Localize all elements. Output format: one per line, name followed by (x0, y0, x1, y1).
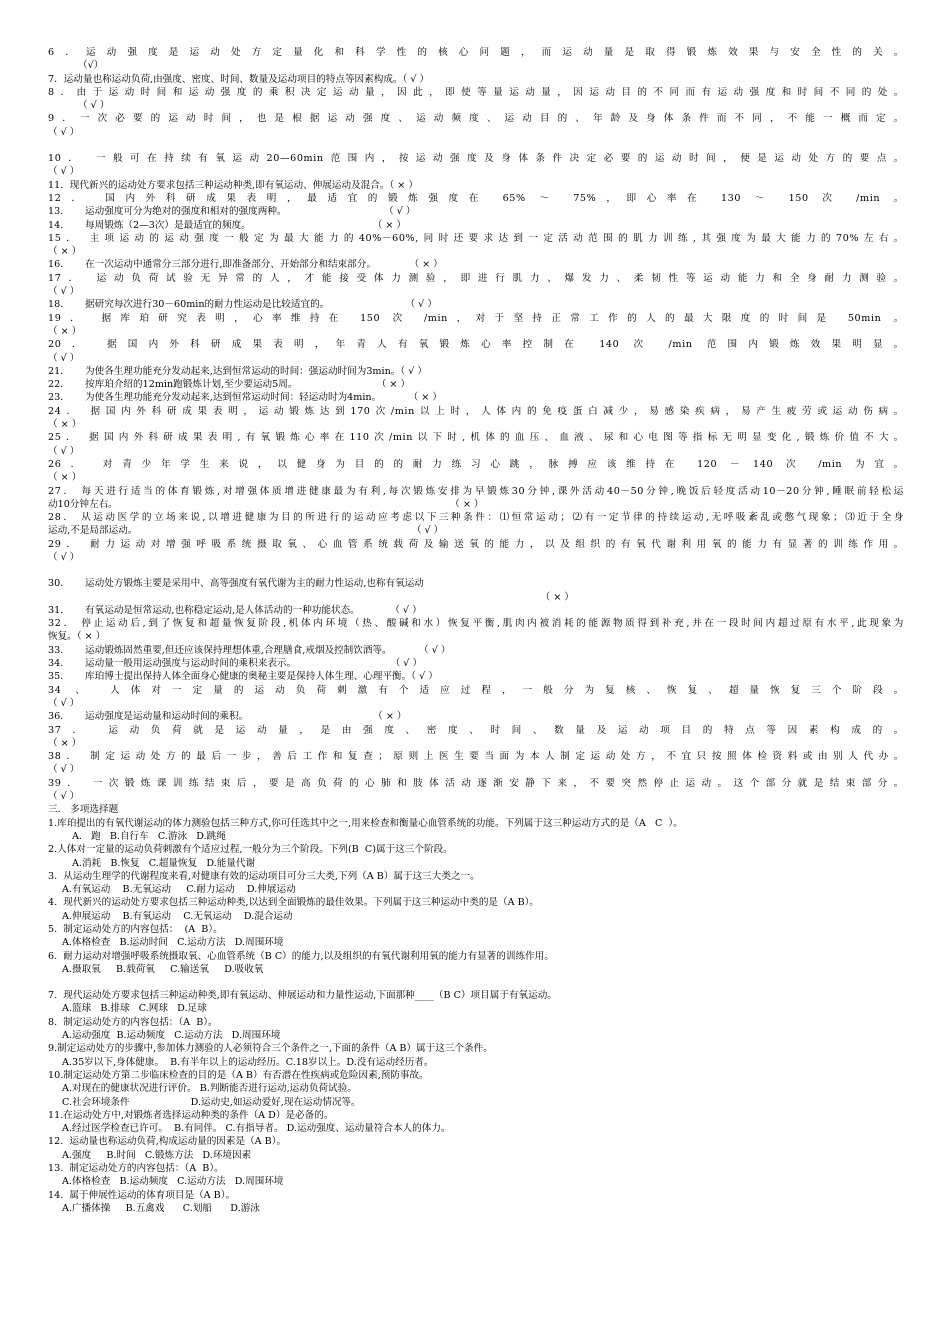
answer-mark: （ √ ） (78, 100, 110, 112)
question-item (48, 644, 904, 657)
question-text: 26． 对青少年学生来说，以健身为目的的耐力练习心跳，脉搏应该维持在 120 － 140 次 /min 为宜。 (48, 458, 904, 470)
answer-mark: （ × ） (48, 737, 82, 749)
mc-options: A.伸展运动 B.有氧运动 C.无氧运动 D.混合运动 (62, 910, 293, 922)
mc-question: 2.人体对一定量的运动负荷刺激有个适应过程,一般分为三个阶段。下列(B C)属于这三个阶段。 (48, 844, 453, 856)
question-text: 17． 运动负荷试验无异常的人，才能接受体力测验，即进行肌力、爆发力、柔韧性等运动能力和全身耐力测验。 (48, 272, 904, 284)
question-item (48, 86, 904, 113)
answer-mark: （ × ） (48, 246, 82, 258)
answer-mark: （ √ ） (48, 352, 80, 364)
question-text: 32． 停止运动后,到了恢复和超量恢复阶段,机体内环境（热、酸碱和水）恢复平衡,肌肉内被消耗的能源物质得到补充,并在一段时间内超过原有水平,此现象为 (48, 618, 904, 630)
question-text: 7．运动量也称运动负荷,由强度、密度、时间、数量及运动项目的特点等因素构成。（ √ ） (48, 73, 430, 85)
question-item (48, 405, 904, 432)
mc-options: A.运动强度 B.运动频度 C.运动方法 D.周围环境 (62, 1030, 281, 1042)
question-text: 14． 每周锻炼（2—3次）是最适宜的频度。 （ × ） (48, 219, 407, 231)
answer-mark: （ √ ） (48, 697, 80, 709)
question-text: 25． 据国内外科研成果表明,有氧锻炼心率在110次/min以下时,机体的血压、血液、尿和心电图等指标无明显变化,锻炼价值不大。 (48, 432, 904, 444)
question-text: 16． 在一次运动中通常分三部分进行,即准备部分、开始部分和结束部分。 （ × ） (48, 259, 443, 271)
question-text: 31． 有氧运动是恒常运动,也称稳定运动,是人体活动的一种功能状态。 （ √ ） (48, 604, 422, 616)
question-text: 34． 运动量一般用运动强度与运动时间的乘积来表示。 （ √ ） (48, 658, 423, 670)
question-item (48, 272, 904, 299)
mc-options: A.体格检查 B.运动频度 C.运动方法 D.周围环境 (62, 1176, 284, 1188)
question-item (48, 298, 904, 311)
question-item (48, 112, 904, 139)
mc-options: A.广播体操 B.五禽戏 C.划船 D.游泳 (62, 1202, 260, 1214)
mc-question: 14. 属于伸展性运动的体育项目是（A B）。 (48, 1189, 236, 1201)
question-text: 21． 为使各生理功能充分发动起来,达到恒常运动的时间：强运动时间为3min。（ √ ） (48, 365, 427, 377)
question-text: 23． 为使各生理功能充分发动起来,达到恒常运动时间：轻运动时为4min。 （ × ） (48, 392, 442, 404)
answer-mark: 恢复。（ × ） (48, 631, 106, 643)
mc-options: A.消耗 B.恢复 C.超量恢复 D.能量代谢 (72, 857, 256, 869)
mc-question: 6. 耐力运动对增强呼吸系统摄取氧、心血管系统（B C）的能力,以及组织的有氧代谢利用氧的能力有显著的训练作用。 (48, 950, 554, 962)
question-text: 22． 按库珀介绍的12min跑锻炼计划,至少要运动5周。 （ × ） (48, 379, 411, 391)
mc-options: A.35岁以下,身体健康。 B.有半年以上的运动经历。C.18岁以上。D.没有运动经历者。 (62, 1056, 434, 1068)
question-item (48, 670, 904, 683)
answer-mark: 动10分钟左右。 （ × ） (48, 498, 484, 510)
answer-mark: （√） (78, 60, 104, 72)
mc-question: 3. 从运动生理学的代谢程度来看,对健康有效的运动项目可分三大类,下列（A B）属于这三大类之一。 (48, 870, 480, 882)
question-item (48, 312, 904, 339)
mc-options: A.经过医学检查已许可。 B.有同伴。 C.有指导者。 D.运动强度、运动量符合本人的体力。 (62, 1123, 451, 1135)
mc-question: 12. 运动量也称运动负荷,构成运动量的因素是（A B）。 (48, 1136, 287, 1148)
question-item (48, 511, 904, 538)
mc-options: A.篮球 B.排球 C.网球 D.足球 (62, 1003, 207, 1015)
question-text: 35． 库珀博士提出保持人体全面身心健康的奥秘主要是保持人体生理、心理平衡。（ √ ） (48, 671, 438, 683)
answer-mark: （ × ） (48, 419, 82, 431)
answer-mark: （ × ） (540, 591, 574, 603)
question-item (48, 617, 904, 644)
blank-line (48, 139, 904, 152)
mc-question: 9.制定运动处方的步骤中,参加体力测验的人必须符合三个条件之一,下面的条件（A B）属于这三个条件。 (48, 1043, 493, 1055)
question-text: 11．现代新兴的运动处方要求包括三种运动种类,即有氧运动、伸展运动及混合。（ × ） (48, 179, 418, 191)
question-item (48, 378, 904, 391)
question-text: 30． 运动处方锻炼主要是采用中、高等强度有氧代谢为主的耐力性运动,也称有氧运动 (48, 578, 424, 590)
question-text: 8．由于运动时间和运动强度的乘积决定运动量，因此，即使等量运动量，因运动目的不同而有运动强度和时间不同的处。 (48, 86, 904, 98)
mc-question: 8. 制定运动处方的内容包括：（A B）。 (48, 1016, 218, 1028)
question-item (48, 258, 904, 271)
mc-question: 5. 制定运动处方的内容包括： (A B）。 (48, 924, 223, 935)
question-text: 34 、 人体对一定量的运动负荷刺激有个适应过程，一般分为复核、恢复、超量恢复三个阶段。 (48, 684, 904, 696)
answer-mark: 运动,不是局部运动。 （ √ ） (48, 525, 444, 537)
mc-options: A.体格检查 B.运动时间 C.运动方法 D.周围环境 (62, 937, 284, 949)
question-item (48, 338, 904, 365)
mc-options: A. 跑 B.自行车 C.游泳 D.跳绳 (72, 830, 226, 842)
mc-options: A.对现在的健康状况进行评价。 B.判断能否进行运动,运动负荷试验。 (62, 1083, 357, 1095)
question-item (48, 458, 904, 485)
mc-question: 4. 现代新兴的运动处方要求包括三种运动种类,以达到全面锻炼的最佳效果。下列属于这三种运动中类的是（A B）。 (48, 897, 540, 909)
question-text: 18． 据研究每次进行30－60min的耐力性运动是比较适宜的。 （ √ ） (48, 299, 437, 311)
mc-options: A.强度 B.时间 C.锻炼方法 D.环境因素 (62, 1149, 252, 1161)
mc-question: 13. 制定运动处方的内容包括：（A B）。 (48, 1163, 224, 1175)
question-item (48, 750, 904, 777)
answer-mark: （ √ ） (48, 791, 80, 803)
multiple-choice-section (48, 817, 904, 1216)
answer-mark: （ √ ） (48, 286, 80, 298)
question-item (48, 604, 904, 617)
question-text: 20． 据国内外科研成果表明，年青人有氧锻炼心率控制在 140 次 /min 范围内锻炼效果明显。 (48, 339, 904, 351)
blank-line (48, 976, 904, 989)
question-text: 37． 运动负荷就是运动量，是由强度、密度、时间、数量及运动项目的特点等因素构成的。 (48, 724, 904, 736)
question-item (48, 485, 904, 512)
question-text: 10． 一般可在持续有氧运动20—60min范围内，按运动强度及身体条件决定必要的运动时间，便是运动处方的要点。 (48, 153, 904, 165)
question-item (48, 46, 904, 73)
mc-options: A.有氧运动 B.无氧运动 C.耐力运动 D.伸展运动 (62, 884, 296, 896)
question-item (48, 710, 904, 723)
question-item (48, 657, 904, 670)
question-item (48, 232, 904, 259)
question-item (48, 219, 904, 232)
answer-mark: （ √ ） (48, 445, 80, 457)
blank-line (48, 564, 904, 577)
question-item (48, 179, 904, 192)
answer-mark: （ √ ） (48, 166, 80, 178)
question-text: 36． 运动强度是运动量和运动时间的乘积。 （ × ） (48, 711, 407, 723)
question-text: 15． 主项运动的运动强度一般定为最大能力的40%－60%,同时还要求达到一定活动范围的肌力训练,其强度为最大能力的70%左右。 (48, 232, 904, 244)
question-text: 24． 据国内外科研成果表明，运动锻炼达到170次/min以上时，人体内的免疫蛋白减少，易感染疾病，易产生疲劳或运动伤病。 (48, 405, 904, 417)
question-text: 19． 据库珀研究表明，心率维持在 150 次 /min，对于坚持正常工作的人的最大限度的时间是 50min 。 (48, 312, 904, 324)
question-text: 27． 每天进行适当的体育锻炼,对增强体质增进健康最为有利,每次锻炼安排为早锻炼30分钟,课外活动40－50分钟,晚饭后轻度活动10－20分钟,睡眠前轻松运 (48, 485, 904, 497)
mc-question: 7. 现代运动处方要求包括三种运动种类,即有氧运动、伸展运动和力量性运动,下面那种____（B C）项目属于有氧运动。 (48, 990, 557, 1002)
question-item (48, 684, 904, 711)
question-text: 12． 国内外科研成果表明，最适宜的锻炼强度在 65% ～ 75%，即心率在 130 ～ 150 次 /min 。 (48, 192, 904, 204)
question-item (48, 724, 904, 751)
answer-mark: （ × ） (48, 325, 82, 337)
question-text: 6．运动强度是运动处方定量化和科学性的核心问题，而运动量是取得锻炼效果与安全性的关。 (48, 47, 904, 58)
question-text: 33． 运动锻炼固然重要,但还应该保持理想体重,合理膳食,戒烟及控制饮酒等。 （ √ ） (48, 644, 451, 656)
mc-question: 10.制定运动处方第二步临床检查的目的是（A B）有否潜在性疾病或危险因素,预防事故。 (48, 1069, 429, 1081)
question-text: 13． 运动强度可分为绝对的强度和相对的强度两种。 （ √ ） (48, 206, 416, 218)
question-item (48, 205, 904, 218)
answer-mark: （ √ ） (48, 551, 80, 563)
mc-options: C.社会环境条件 D.运动史,如运动爱好,现在运动情况等。 (62, 1096, 361, 1108)
mc-question: 11.在运动处方中,对锻炼者选择运动种类的条件（A D）是必备的。 (48, 1109, 334, 1121)
question-text: 9．一次必要的运动时间，也是根据运动强度、运动频度、运动目的、年龄及身体条件而不同，不能一概而定。 (48, 113, 904, 125)
question-item (48, 431, 904, 458)
question-item (48, 365, 904, 378)
answer-mark: （ √ ） (48, 764, 80, 776)
mc-options: A.摄取氧 B.载荷氧 C.输送氧 D.吸收氧 (62, 963, 264, 975)
question-text: 28． 从运动医学的立场来说,以增进健康为目的所进行的运动应考虑以下三种条件：⑴恒常运动；⑵有一定节律的持续运动,无呼吸紊乱或憋气现象；⑶近于全身 (48, 512, 904, 524)
question-text: 29． 耐力运动对增强呼吸系统摄取氧、心血管系统载荷及输送氧的能力，以及组织的有氧代谢利用氧的能力有显著的训练作用。 (48, 538, 904, 550)
answer-mark: （ √ ） (48, 126, 80, 138)
answer-mark: （ × ） (48, 472, 82, 484)
question-item (48, 152, 904, 179)
question-text: 38． 制定运动处方的最后一步，善后工作和复查；原则上医生要当面为本人制定运动处方，不宜只按照体检资料或由别人代办。 (48, 751, 904, 763)
mc-question: 1.库珀提出的有氧代谢运动的体力测验包括三种方式,你可任选其中之一,用来检查和衡量心血管系统的功能。下列属于这三种运动方式的是（A C ）。 (48, 817, 683, 829)
question-text: 39． 一次锻炼课训练结束后，要是高负荷的心肺和肢体活动逐渐安静下来，不要突然停止运动。这个部分就是结束部分。 (48, 777, 904, 789)
question-item (48, 391, 904, 404)
document-page (48, 46, 904, 1215)
question-item (48, 777, 904, 804)
true-false-section (48, 46, 904, 803)
question-item (48, 577, 904, 604)
section-heading: 三． 多项选择题 (48, 804, 119, 816)
question-item (48, 538, 904, 565)
question-item (48, 73, 904, 86)
question-item (48, 192, 904, 205)
